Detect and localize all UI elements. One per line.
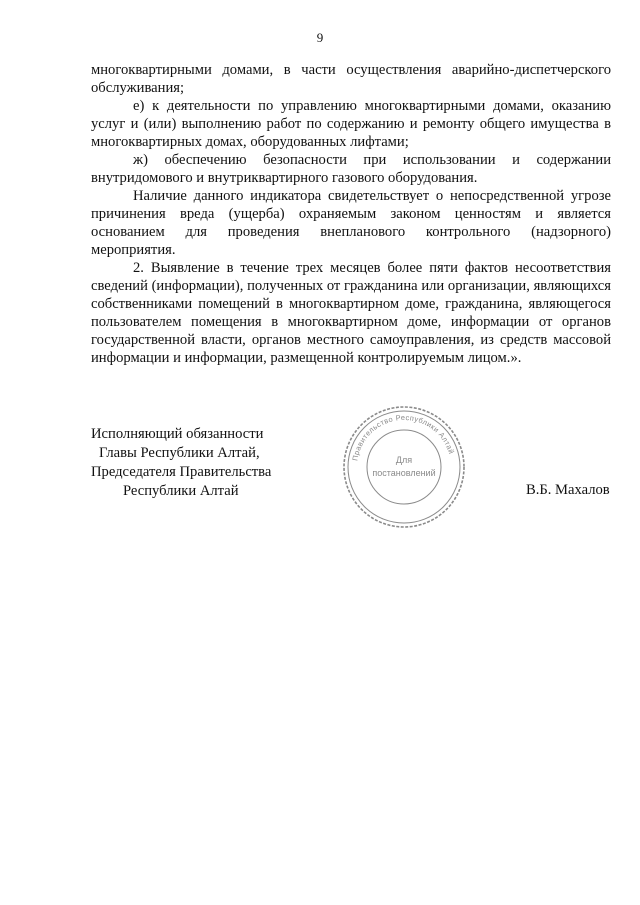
signatory-position [91, 425, 271, 501]
position-line-1: Исполняющий обязанности [91, 426, 264, 442]
document-body [91, 61, 611, 367]
seal-graphic [342, 405, 466, 529]
signatory-name: В.Б. Махалов [526, 482, 610, 498]
seal-inner-line-1: Для [395, 455, 413, 465]
paragraph-indicator-note: Наличие данного индикатора свидетельствует о непосредственной угрозе причинения вреда (ущерба) охраняемым законом ценностям и является основанием для проведения внепланового контрольного (надзорного) мероприятия. [91, 188, 611, 258]
paragraph-item-e: е) к деятельности по управлению многоквартирными домами, оказанию услуг и (или) выполнению работ по содержанию и ремонту общего имущества в многоквартирных домах, оборудованных лифтами; [91, 98, 611, 150]
paragraph-item-zh: ж) обеспечению безопасности при использовании и содержании внутридомового и внутриквартирного газового оборудования. [91, 152, 611, 186]
seal-inner-line-2: постановлений [372, 468, 436, 478]
paragraph-continuation: многоквартирными домами, в части осуществления аварийно-диспетчерского обслуживания; [91, 62, 611, 96]
official-seal [342, 405, 466, 529]
page-number: 9 [316, 30, 324, 45]
position-line-2: Главы Республики Алтай, [99, 445, 260, 461]
seal-outer-text: Правительство Республики Алтай [350, 412, 457, 462]
paragraph-item-2: 2. Выявление в течение трех месяцев более пяти фактов несоответствия сведений (информации), полученных от гражданина или организации, являющихся собственниками помещений в многоквартирном доме, гражданина, являющегося пользователем помещения в многоквартирном доме, информации от органов государственной власти, органов местного самоуправления, из средств массовой информации и информации, размещенной контролируемым лицом.». [91, 260, 611, 366]
position-line-4: Республики Алтай [123, 483, 239, 499]
position-line-3: Председателя Правительства [91, 464, 272, 480]
